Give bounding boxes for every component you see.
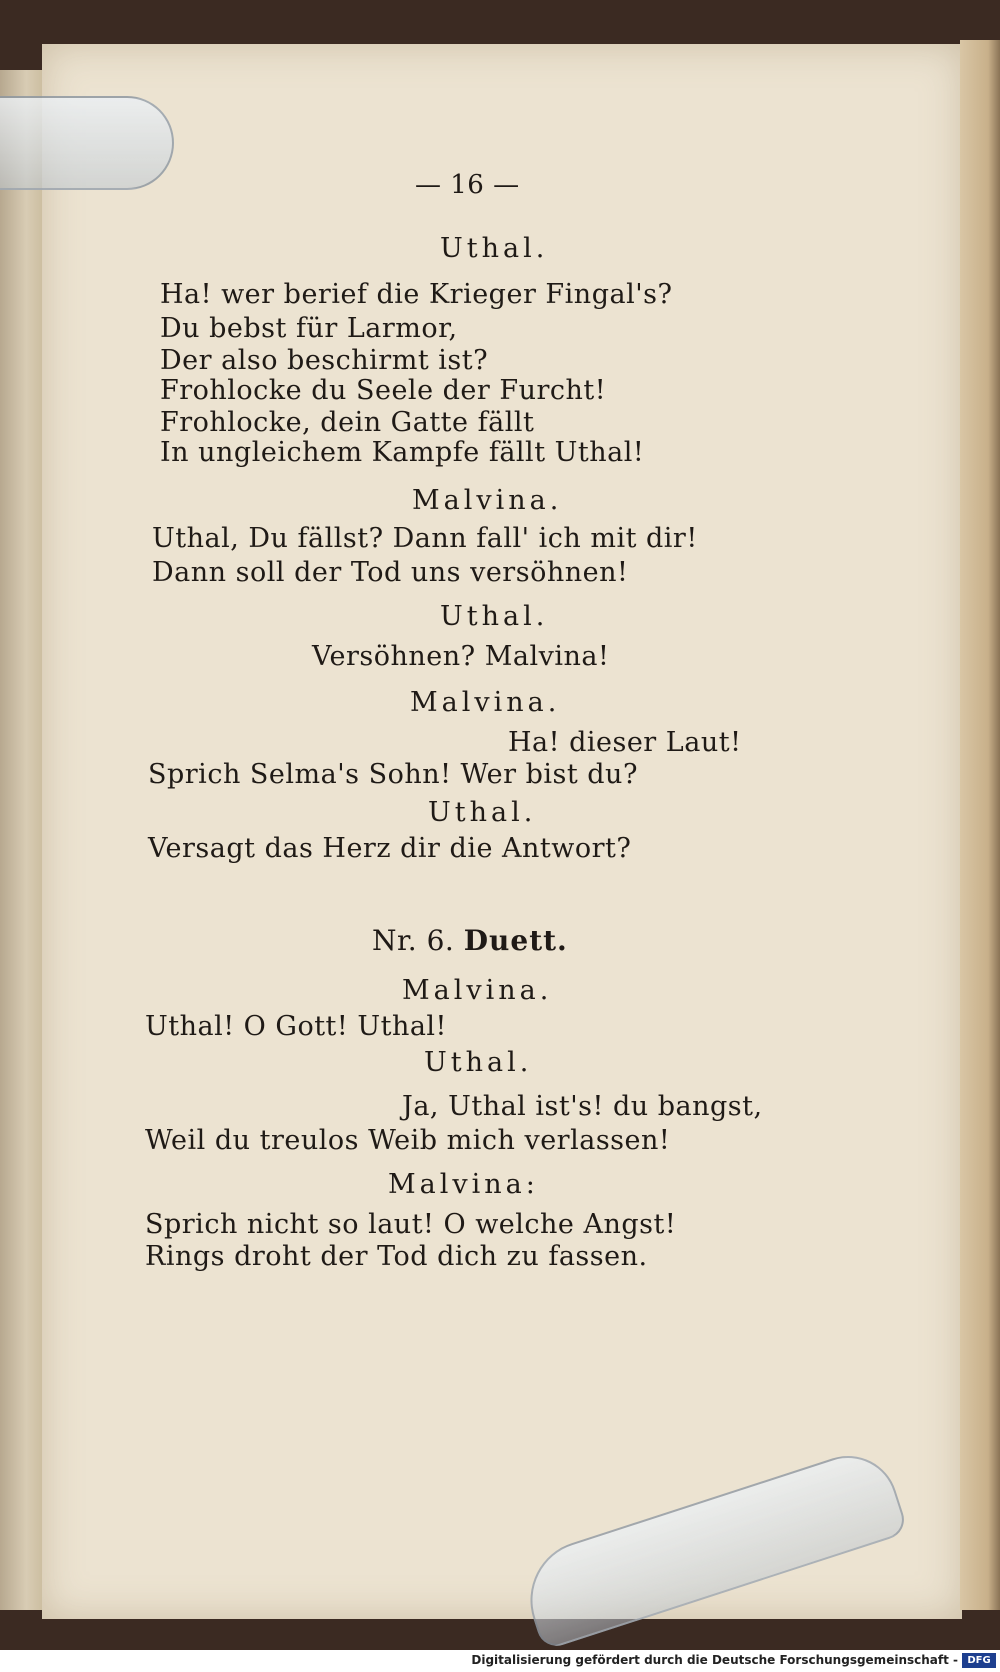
verse-line: Ja, Uthal ist's! du bangst, bbox=[402, 1091, 763, 1122]
verse-line: Uthal, Du fällst? Dann fall' ich mit dir! bbox=[152, 523, 698, 554]
speaker-malvina: Malvina. bbox=[412, 485, 563, 516]
speaker-uthal: Uthal. bbox=[424, 1047, 533, 1078]
verse-line: Dann soll der Tod uns versöhnen! bbox=[152, 557, 629, 588]
speaker-malvina: Malvina: bbox=[388, 1169, 539, 1200]
funding-credit: Digitalisierung gefördert durch die Deutsche Forschungsgemeinschaft - bbox=[471, 1653, 958, 1667]
verse-line: Ha! wer berief die Krieger Fingal's? bbox=[160, 279, 673, 310]
verse-line: Sprich Selma's Sohn! Wer bist du? bbox=[148, 759, 638, 790]
verse-line: In ungleichem Kampfe fällt Uthal! bbox=[160, 437, 645, 468]
verse-line: Rings droht der Tod dich zu fassen. bbox=[145, 1241, 648, 1272]
verse-line: Weil du treulos Weib mich verlassen! bbox=[145, 1125, 671, 1156]
verse-line: Versagt das Herz dir die Antwort? bbox=[148, 833, 632, 864]
page-number: — 16 — bbox=[415, 170, 520, 200]
speaker-uthal: Uthal. bbox=[440, 601, 549, 632]
verse-line: Der also beschirmt ist? bbox=[160, 345, 489, 376]
verse-line: Uthal! O Gott! Uthal! bbox=[145, 1011, 447, 1042]
section-title: Duett. bbox=[463, 924, 568, 957]
verse-line: Ha! dieser Laut! bbox=[508, 727, 742, 758]
page-clip-top bbox=[0, 96, 174, 190]
verse-line: Versöhnen? Malvina! bbox=[312, 641, 610, 672]
book-left-edge bbox=[0, 70, 44, 1610]
speaker-uthal: Uthal. bbox=[428, 797, 537, 828]
speaker-malvina: Malvina. bbox=[402, 975, 553, 1006]
speaker-malvina: Malvina. bbox=[410, 687, 561, 718]
verse-line: Du bebst für Larmor, bbox=[160, 313, 458, 344]
verse-line: Sprich nicht so laut! O welche Angst! bbox=[145, 1209, 677, 1240]
verse-line: Frohlocke, dein Gatte fällt bbox=[160, 407, 535, 438]
dfg-logo: DFG bbox=[962, 1653, 996, 1668]
digitization-footer bbox=[0, 1650, 1000, 1672]
section-number: Nr. 6. bbox=[372, 924, 455, 957]
verse-line: Frohlocke du Seele der Furcht! bbox=[160, 375, 607, 406]
book-right-edge bbox=[960, 40, 1000, 1610]
speaker-uthal: Uthal. bbox=[440, 233, 549, 264]
section-heading bbox=[372, 924, 568, 958]
